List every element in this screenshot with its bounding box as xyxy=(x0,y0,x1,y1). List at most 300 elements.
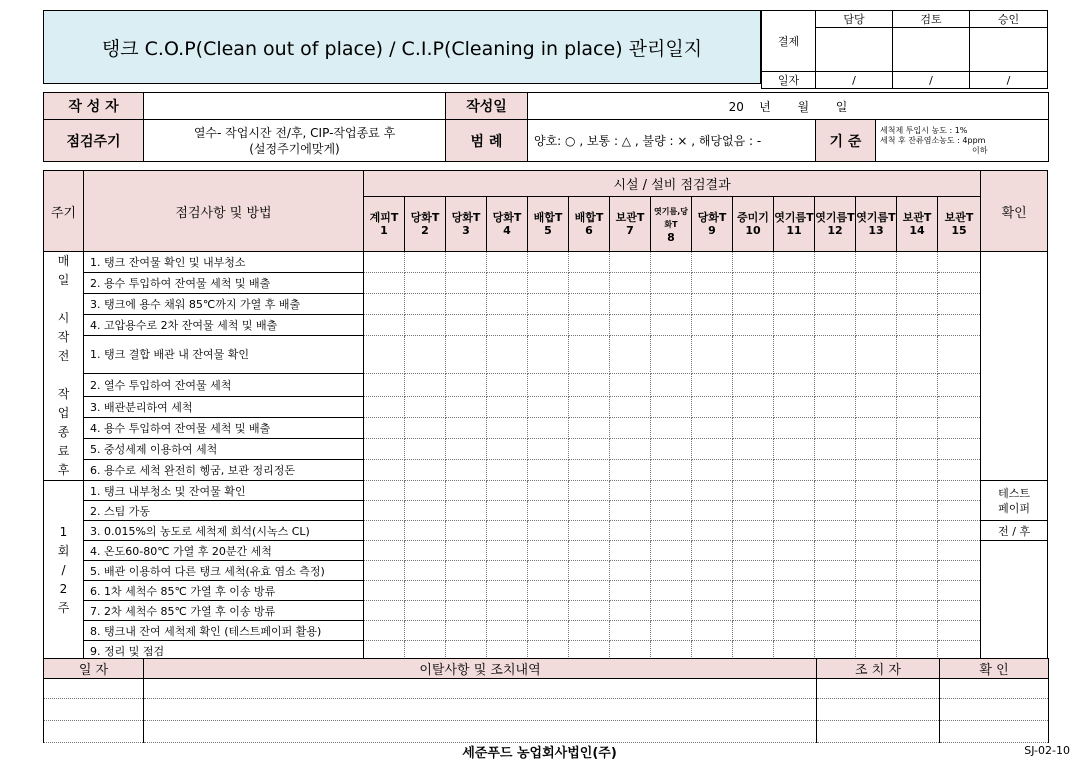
result-cell[interactable] xyxy=(856,374,897,397)
result-cell[interactable] xyxy=(897,601,938,621)
result-cell[interactable] xyxy=(897,439,938,460)
result-cell[interactable] xyxy=(733,314,774,335)
result-cell[interactable] xyxy=(774,439,815,460)
result-cell[interactable] xyxy=(774,481,815,501)
result-cell[interactable] xyxy=(692,501,733,521)
result-cell[interactable] xyxy=(364,501,405,521)
deviation-cell[interactable] xyxy=(44,679,144,699)
result-cell[interactable] xyxy=(405,601,446,621)
result-cell[interactable] xyxy=(528,581,569,601)
result-cell[interactable] xyxy=(487,397,528,418)
result-cell[interactable] xyxy=(651,581,692,601)
result-cell[interactable] xyxy=(815,621,856,641)
result-cell[interactable] xyxy=(938,335,981,374)
result-cell[interactable] xyxy=(528,621,569,641)
result-cell[interactable] xyxy=(733,335,774,374)
result-cell[interactable] xyxy=(774,293,815,314)
result-cell[interactable] xyxy=(528,293,569,314)
result-cell[interactable] xyxy=(446,439,487,460)
result-cell[interactable] xyxy=(405,581,446,601)
result-cell[interactable] xyxy=(446,541,487,561)
deviation-cell[interactable] xyxy=(44,721,144,743)
result-cell[interactable] xyxy=(733,439,774,460)
result-cell[interactable] xyxy=(651,335,692,374)
result-cell[interactable] xyxy=(364,397,405,418)
result-cell[interactable] xyxy=(528,252,569,273)
result-cell[interactable] xyxy=(774,397,815,418)
result-cell[interactable] xyxy=(446,272,487,293)
result-cell[interactable] xyxy=(651,561,692,581)
result-cell[interactable] xyxy=(897,460,938,481)
result-cell[interactable] xyxy=(405,314,446,335)
result-cell[interactable] xyxy=(487,439,528,460)
result-cell[interactable] xyxy=(733,272,774,293)
result-cell[interactable] xyxy=(528,601,569,621)
result-cell[interactable] xyxy=(692,397,733,418)
result-cell[interactable] xyxy=(692,561,733,581)
result-cell[interactable] xyxy=(733,374,774,397)
result-cell[interactable] xyxy=(897,252,938,273)
result-cell[interactable] xyxy=(938,561,981,581)
result-cell[interactable] xyxy=(856,397,897,418)
result-cell[interactable] xyxy=(938,521,981,541)
result-cell[interactable] xyxy=(446,581,487,601)
result-cell[interactable] xyxy=(569,481,610,501)
approval-date-cell[interactable]: / xyxy=(816,72,893,89)
deviation-cell[interactable] xyxy=(144,721,817,743)
result-cell[interactable] xyxy=(856,501,897,521)
result-cell[interactable] xyxy=(405,541,446,561)
deviation-cell[interactable] xyxy=(940,679,1049,699)
result-cell[interactable] xyxy=(487,460,528,481)
result-cell[interactable] xyxy=(774,541,815,561)
result-cell[interactable] xyxy=(651,460,692,481)
result-cell[interactable] xyxy=(651,439,692,460)
result-cell[interactable] xyxy=(487,621,528,641)
result-cell[interactable] xyxy=(610,314,651,335)
result-cell[interactable] xyxy=(364,601,405,621)
result-cell[interactable] xyxy=(405,481,446,501)
result-cell[interactable] xyxy=(774,601,815,621)
result-cell[interactable] xyxy=(405,501,446,521)
result-cell[interactable] xyxy=(856,521,897,541)
result-cell[interactable] xyxy=(446,460,487,481)
result-cell[interactable] xyxy=(364,621,405,641)
result-cell[interactable] xyxy=(815,460,856,481)
result-cell[interactable] xyxy=(364,374,405,397)
result-cell[interactable] xyxy=(692,418,733,439)
result-cell[interactable] xyxy=(774,561,815,581)
result-cell[interactable] xyxy=(938,581,981,601)
result-cell[interactable] xyxy=(651,397,692,418)
result-cell[interactable] xyxy=(651,252,692,273)
result-cell[interactable] xyxy=(897,581,938,601)
result-cell[interactable] xyxy=(774,252,815,273)
result-cell[interactable] xyxy=(405,621,446,641)
result-cell[interactable] xyxy=(897,541,938,561)
result-cell[interactable] xyxy=(815,581,856,601)
result-cell[interactable] xyxy=(692,252,733,273)
writer-field[interactable] xyxy=(144,93,446,120)
result-cell[interactable] xyxy=(446,293,487,314)
result-cell[interactable] xyxy=(815,501,856,521)
result-cell[interactable] xyxy=(610,335,651,374)
result-cell[interactable] xyxy=(651,521,692,541)
result-cell[interactable] xyxy=(364,335,405,374)
result-cell[interactable] xyxy=(856,581,897,601)
result-cell[interactable] xyxy=(774,521,815,541)
result-cell[interactable] xyxy=(364,314,405,335)
approval-sign-cell[interactable] xyxy=(893,28,970,72)
result-cell[interactable] xyxy=(528,314,569,335)
result-cell[interactable] xyxy=(487,314,528,335)
result-cell[interactable] xyxy=(405,374,446,397)
result-cell[interactable] xyxy=(774,335,815,374)
result-cell[interactable] xyxy=(692,460,733,481)
result-cell[interactable] xyxy=(774,501,815,521)
result-cell[interactable] xyxy=(692,439,733,460)
result-cell[interactable] xyxy=(938,541,981,561)
result-cell[interactable] xyxy=(815,293,856,314)
result-cell[interactable] xyxy=(856,272,897,293)
result-cell[interactable] xyxy=(815,397,856,418)
result-cell[interactable] xyxy=(897,501,938,521)
result-cell[interactable] xyxy=(446,335,487,374)
result-cell[interactable] xyxy=(569,252,610,273)
result-cell[interactable] xyxy=(569,439,610,460)
result-cell[interactable] xyxy=(815,561,856,581)
result-cell[interactable] xyxy=(610,439,651,460)
result-cell[interactable] xyxy=(733,541,774,561)
result-cell[interactable] xyxy=(774,460,815,481)
result-cell[interactable] xyxy=(610,621,651,641)
result-cell[interactable] xyxy=(692,314,733,335)
result-cell[interactable] xyxy=(487,501,528,521)
result-cell[interactable] xyxy=(815,374,856,397)
result-cell[interactable] xyxy=(733,397,774,418)
result-cell[interactable] xyxy=(446,621,487,641)
result-cell[interactable] xyxy=(487,601,528,621)
result-cell[interactable] xyxy=(651,481,692,501)
deviation-cell[interactable] xyxy=(44,699,144,721)
result-cell[interactable] xyxy=(487,374,528,397)
result-cell[interactable] xyxy=(610,374,651,397)
result-cell[interactable] xyxy=(938,501,981,521)
result-cell[interactable] xyxy=(651,293,692,314)
result-cell[interactable] xyxy=(528,439,569,460)
result-cell[interactable] xyxy=(610,581,651,601)
result-cell[interactable] xyxy=(733,601,774,621)
result-cell[interactable] xyxy=(528,460,569,481)
result-cell[interactable] xyxy=(774,418,815,439)
result-cell[interactable] xyxy=(938,252,981,273)
result-cell[interactable] xyxy=(446,314,487,335)
confirm-note-line2: 페이퍼 xyxy=(998,501,1031,515)
facility-number: 2 xyxy=(421,224,429,237)
result-cell[interactable] xyxy=(815,272,856,293)
result-cell[interactable] xyxy=(528,541,569,561)
result-cell[interactable] xyxy=(856,541,897,561)
result-cell[interactable] xyxy=(856,621,897,641)
result-cell[interactable] xyxy=(938,374,981,397)
deviation-cell[interactable] xyxy=(817,721,940,743)
confirm-cell[interactable] xyxy=(981,541,1048,661)
approval-sign-cell[interactable] xyxy=(970,28,1048,72)
result-cell[interactable] xyxy=(569,521,610,541)
result-cell[interactable] xyxy=(651,314,692,335)
result-cell[interactable] xyxy=(938,397,981,418)
result-cell[interactable] xyxy=(774,581,815,601)
result-cell[interactable] xyxy=(610,293,651,314)
result-cell[interactable] xyxy=(446,252,487,273)
result-cell[interactable] xyxy=(651,501,692,521)
legend-text: 양호: ○ , 보통 : △ , 불량 : × , 해당없음 : - xyxy=(534,134,762,148)
result-cell[interactable] xyxy=(364,481,405,501)
result-cell[interactable] xyxy=(733,481,774,501)
result-cell[interactable] xyxy=(651,418,692,439)
deviation-cell[interactable] xyxy=(144,699,817,721)
result-cell[interactable] xyxy=(856,601,897,621)
result-cell[interactable] xyxy=(692,601,733,621)
result-cell[interactable] xyxy=(405,397,446,418)
result-cell[interactable] xyxy=(364,252,405,273)
result-cell[interactable] xyxy=(487,335,528,374)
result-cell[interactable] xyxy=(446,561,487,581)
result-cell[interactable] xyxy=(692,481,733,501)
result-cell[interactable] xyxy=(856,314,897,335)
deviation-cell[interactable] xyxy=(144,679,817,699)
result-cell[interactable] xyxy=(938,481,981,501)
result-cell[interactable] xyxy=(897,335,938,374)
result-cell[interactable] xyxy=(528,521,569,541)
result-cell[interactable] xyxy=(651,601,692,621)
result-cell[interactable] xyxy=(897,314,938,335)
result-cell[interactable] xyxy=(692,541,733,561)
result-cell[interactable] xyxy=(487,521,528,541)
result-cell[interactable] xyxy=(487,581,528,601)
result-cell[interactable] xyxy=(610,501,651,521)
result-cell[interactable] xyxy=(897,521,938,541)
result-cell[interactable] xyxy=(610,460,651,481)
result-cell[interactable] xyxy=(569,418,610,439)
result-cell[interactable] xyxy=(733,293,774,314)
result-cell[interactable] xyxy=(897,272,938,293)
result-cell[interactable] xyxy=(405,418,446,439)
result-cell[interactable] xyxy=(774,314,815,335)
facility-col-header xyxy=(651,197,692,252)
result-cell[interactable] xyxy=(487,252,528,273)
result-cell[interactable] xyxy=(856,252,897,273)
result-cell[interactable] xyxy=(569,335,610,374)
result-cell[interactable] xyxy=(569,601,610,621)
result-cell[interactable] xyxy=(364,293,405,314)
result-cell[interactable] xyxy=(610,541,651,561)
result-cell[interactable] xyxy=(856,293,897,314)
deviation-cell[interactable] xyxy=(817,699,940,721)
result-cell[interactable] xyxy=(569,397,610,418)
deviation-cell[interactable] xyxy=(940,699,1049,721)
result-cell[interactable] xyxy=(897,374,938,397)
result-cell[interactable] xyxy=(528,272,569,293)
result-cell[interactable] xyxy=(487,541,528,561)
result-cell[interactable] xyxy=(774,621,815,641)
result-cell[interactable] xyxy=(856,335,897,374)
table-row xyxy=(44,293,1048,314)
result-cell[interactable] xyxy=(733,460,774,481)
result-cell[interactable] xyxy=(405,460,446,481)
result-cell[interactable] xyxy=(364,561,405,581)
result-cell[interactable] xyxy=(446,374,487,397)
result-cell[interactable] xyxy=(364,541,405,561)
approval-sign-cell[interactable] xyxy=(816,28,893,72)
result-cell[interactable] xyxy=(569,314,610,335)
result-cell[interactable] xyxy=(733,561,774,581)
result-cell[interactable] xyxy=(692,293,733,314)
result-cell[interactable] xyxy=(364,439,405,460)
result-cell[interactable] xyxy=(487,293,528,314)
result-cell[interactable] xyxy=(938,272,981,293)
result-cell[interactable] xyxy=(897,561,938,581)
result-cell[interactable] xyxy=(487,418,528,439)
result-cell[interactable] xyxy=(815,252,856,273)
result-cell[interactable] xyxy=(569,621,610,641)
result-cell[interactable] xyxy=(938,293,981,314)
result-cell[interactable] xyxy=(733,581,774,601)
result-cell[interactable] xyxy=(446,397,487,418)
result-cell[interactable] xyxy=(815,314,856,335)
result-cell[interactable] xyxy=(610,418,651,439)
result-cell[interactable] xyxy=(856,561,897,581)
result-cell[interactable] xyxy=(528,397,569,418)
result-cell[interactable] xyxy=(651,541,692,561)
result-cell[interactable] xyxy=(938,460,981,481)
result-cell[interactable] xyxy=(610,561,651,581)
result-cell[interactable] xyxy=(856,439,897,460)
result-cell[interactable] xyxy=(528,481,569,501)
result-cell[interactable] xyxy=(815,335,856,374)
confirm-cell[interactable] xyxy=(981,252,1048,481)
result-cell[interactable] xyxy=(733,418,774,439)
result-cell[interactable] xyxy=(733,621,774,641)
result-cell[interactable] xyxy=(733,252,774,273)
result-cell[interactable] xyxy=(692,374,733,397)
result-cell[interactable] xyxy=(569,374,610,397)
result-cell[interactable] xyxy=(897,397,938,418)
result-cell[interactable] xyxy=(405,521,446,541)
result-cell[interactable] xyxy=(487,561,528,581)
result-cell[interactable] xyxy=(815,601,856,621)
result-cell[interactable] xyxy=(692,272,733,293)
result-cell[interactable] xyxy=(733,501,774,521)
result-cell[interactable] xyxy=(569,501,610,521)
result-cell[interactable] xyxy=(692,581,733,601)
result-cell[interactable] xyxy=(528,501,569,521)
result-cell[interactable] xyxy=(938,418,981,439)
result-cell[interactable] xyxy=(528,561,569,581)
result-cell[interactable] xyxy=(897,293,938,314)
result-cell[interactable] xyxy=(651,621,692,641)
result-cell[interactable] xyxy=(610,481,651,501)
result-cell[interactable] xyxy=(569,581,610,601)
result-cell[interactable] xyxy=(692,335,733,374)
result-cell[interactable] xyxy=(364,521,405,541)
result-cell[interactable] xyxy=(610,272,651,293)
approval-date-cell[interactable]: / xyxy=(893,72,970,89)
result-cell[interactable] xyxy=(364,272,405,293)
result-cell[interactable] xyxy=(487,481,528,501)
result-cell[interactable] xyxy=(692,521,733,541)
result-cell[interactable] xyxy=(774,374,815,397)
result-cell[interactable] xyxy=(364,418,405,439)
cycle-group-label: 매 일 시 작 전 작 업 종 료 후 xyxy=(44,252,84,481)
result-cell[interactable] xyxy=(405,439,446,460)
result-cell[interactable] xyxy=(651,374,692,397)
result-cell[interactable] xyxy=(405,335,446,374)
result-cell[interactable] xyxy=(815,439,856,460)
result-cell[interactable] xyxy=(651,272,692,293)
result-cell[interactable] xyxy=(897,481,938,501)
result-cell[interactable] xyxy=(938,439,981,460)
deviation-cell[interactable] xyxy=(817,679,940,699)
result-cell[interactable] xyxy=(364,581,405,601)
result-cell[interactable] xyxy=(733,521,774,541)
result-cell[interactable] xyxy=(446,601,487,621)
result-cell[interactable] xyxy=(569,541,610,561)
approval-date-cell[interactable]: / xyxy=(970,72,1048,89)
result-cell[interactable] xyxy=(815,521,856,541)
result-cell[interactable] xyxy=(405,561,446,581)
result-cell[interactable] xyxy=(569,561,610,581)
table-row xyxy=(44,272,1048,293)
result-cell[interactable] xyxy=(692,621,733,641)
result-cell[interactable] xyxy=(815,418,856,439)
result-cell[interactable] xyxy=(938,621,981,641)
result-cell[interactable] xyxy=(405,272,446,293)
result-cell[interactable] xyxy=(446,521,487,541)
result-cell[interactable] xyxy=(446,501,487,521)
result-cell[interactable] xyxy=(569,272,610,293)
facility-number: 9 xyxy=(708,224,716,237)
result-cell[interactable] xyxy=(446,481,487,501)
result-cell[interactable] xyxy=(405,252,446,273)
result-cell[interactable] xyxy=(897,621,938,641)
result-cell[interactable] xyxy=(528,374,569,397)
result-cell[interactable] xyxy=(938,601,981,621)
result-cell[interactable] xyxy=(569,460,610,481)
result-cell[interactable] xyxy=(610,252,651,273)
result-cell[interactable] xyxy=(610,521,651,541)
result-cell[interactable] xyxy=(856,418,897,439)
result-cell[interactable] xyxy=(938,314,981,335)
write-date-field[interactable]: 20 년 월 일 xyxy=(528,93,1049,120)
result-cell[interactable] xyxy=(446,418,487,439)
result-cell[interactable] xyxy=(528,418,569,439)
result-cell[interactable] xyxy=(897,418,938,439)
result-cell[interactable] xyxy=(569,293,610,314)
result-cell[interactable] xyxy=(815,481,856,501)
result-cell[interactable] xyxy=(487,272,528,293)
result-cell[interactable] xyxy=(774,272,815,293)
result-cell[interactable] xyxy=(528,335,569,374)
result-cell[interactable] xyxy=(364,460,405,481)
result-cell[interactable] xyxy=(856,460,897,481)
result-cell[interactable] xyxy=(815,541,856,561)
deviation-cell[interactable] xyxy=(940,721,1049,743)
result-cell[interactable] xyxy=(856,481,897,501)
result-cell[interactable] xyxy=(610,601,651,621)
result-cell[interactable] xyxy=(610,397,651,418)
result-cell[interactable] xyxy=(405,293,446,314)
